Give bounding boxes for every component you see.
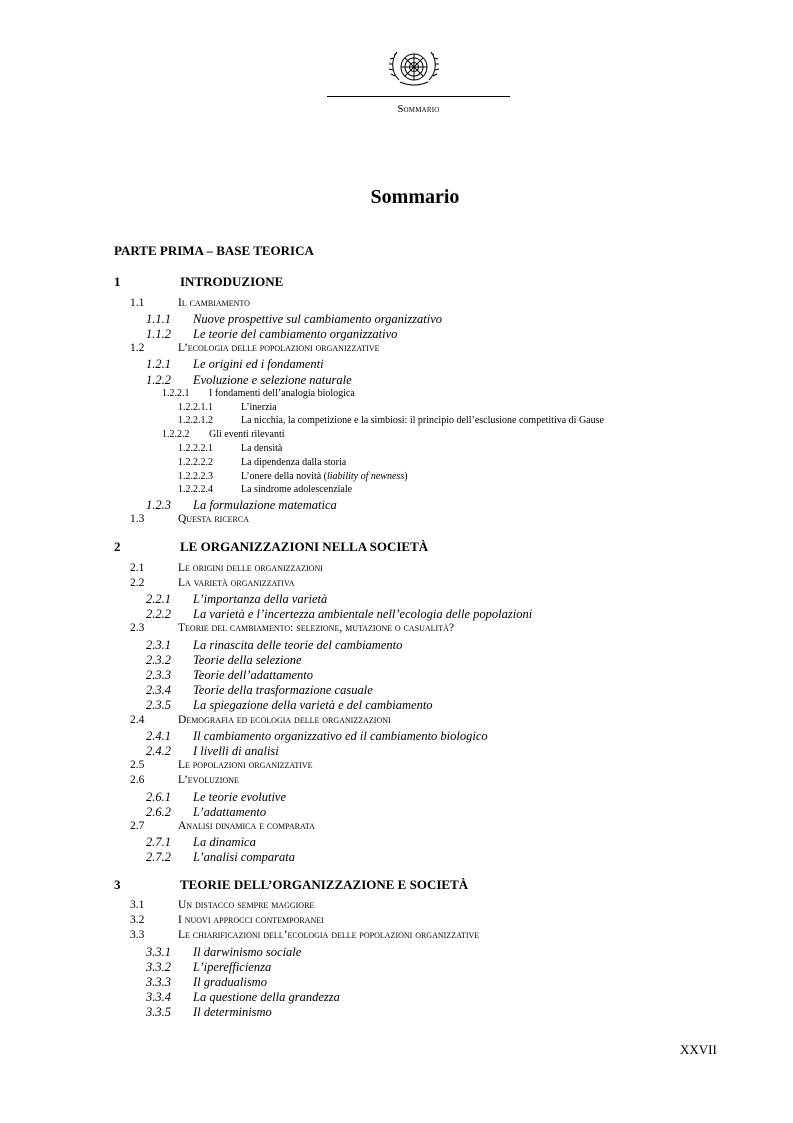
toc-entry-number: 2.2 [130, 576, 145, 589]
toc-entry-number: 2.3.2 [146, 652, 171, 667]
toc-entry-number: 3.3.2 [146, 959, 171, 974]
toc-entry-number: 3.3 [130, 929, 145, 942]
toc-entry-text: L’analisi comparata [193, 850, 295, 865]
toc-entry-title [178, 775, 239, 787]
toc-entry-title [241, 403, 277, 413]
toc-entry-text: Un distacco sempre maggiore [178, 899, 315, 911]
toc-entry-number: 1.2.2.1.2 [178, 415, 213, 427]
toc-entry-number: 3.2 [130, 914, 145, 927]
part-heading: PARTE PRIMA – BASE TEORICA [114, 243, 314, 258]
toc-entry-number: 1.2.3 [146, 498, 171, 513]
toc-entry-text: La formulazione matematica [193, 498, 337, 513]
toc-entry-number: 1.2 [130, 342, 145, 355]
chapter-number: 3 [114, 877, 121, 892]
toc-entry-text: Le teorie del cambiamento organizzativo [193, 326, 398, 341]
toc-entry-title [193, 836, 256, 849]
toc-entry-title [193, 593, 327, 606]
toc-entry-title [193, 791, 286, 804]
toc-entry-text: Analisi dinamica e comparata [178, 819, 315, 832]
toc-entry-emphasis: liability of newness [327, 470, 405, 482]
toc-entry-number: 2.3.5 [146, 698, 171, 713]
toc-entry-title [178, 514, 249, 526]
chapter-number: 2 [114, 539, 121, 554]
toc-entry-text: Demografia ed ecologia delle organizzazioni [178, 713, 391, 726]
toc-entry-number: 2.6 [130, 774, 145, 787]
chapter-title: LE ORGANIZZAZIONI NELLA SOCIETÀ [180, 539, 429, 554]
toc-entry-text: L’importanza della varietà [193, 591, 328, 606]
toc-entry-number: 2.6.1 [146, 789, 171, 804]
toc-entry-number: 3.3.1 [146, 944, 171, 959]
toc-entry-text: L’onere della novità ( [241, 470, 327, 482]
toc-entry-title [193, 699, 433, 712]
toc-entry-number: 1.1.2 [146, 326, 171, 341]
toc-entry-title [178, 578, 294, 590]
toc-entry-text: Nuove prospettive sul cambiamento organizzativo [193, 311, 443, 326]
toc-entry-text: Il darwinismo sociale [193, 944, 302, 959]
toc-entry-number: 2.2.2 [146, 607, 171, 622]
page-title: Sommario [370, 186, 460, 208]
toc-entry-text: Le chiarificazioni dell’ecologia delle popolazioni organizzative [178, 929, 480, 942]
toc-entry-title [193, 1006, 272, 1019]
toc-entry-title [178, 715, 391, 727]
toc-entry-number: 2.3.4 [146, 683, 171, 698]
toc-entry-text: La varietà e l’incertezza ambientale nell’ecologia delle popolazioni [193, 607, 533, 622]
toc-entry-number: 3.3.5 [146, 1005, 171, 1020]
toc-entry-text: Il gradualismo [193, 975, 267, 989]
toc-entry-number: 2.4.1 [146, 728, 171, 743]
toc-entry-title [209, 430, 285, 440]
toc-entry-title [178, 298, 250, 310]
toc-entry-number: 1.2.2.1 [162, 387, 190, 399]
toc-entry-number: 2.4.2 [146, 743, 171, 758]
header-rule [327, 96, 510, 97]
toc-entry-number: 2.4 [130, 713, 145, 726]
toc-entry-number: 2.7.2 [146, 850, 171, 865]
toc-entry-title [178, 343, 380, 355]
toc-entry-text: Le popolazioni organizzative [178, 759, 313, 772]
toc-entry-number: 1.2.2.2.3 [178, 470, 213, 482]
toc-entry-number: 1.2.2.2.4 [178, 484, 213, 496]
toc-entry-title [193, 654, 302, 667]
toc-entry-number: 2.6.2 [146, 804, 171, 819]
toc-entry-number: 2.5 [130, 759, 145, 772]
toc-entry-text: La nicchia, la competizione e la simbiosi: il principio dell’esclusione competitiva di Gause [241, 415, 604, 427]
toc-entry-number: 1.1.1 [146, 311, 171, 326]
toc-entry-text: I fondamenti dell’analogia biologica [209, 387, 355, 399]
toc-entry-number: 1.2.2.1.1 [178, 401, 213, 413]
toc-entry-text: L’evoluzione [178, 774, 239, 787]
toc-entry-number: 1.2.2.2.2 [178, 456, 213, 468]
toc-entry-text: La varietà organizzativa [178, 576, 295, 589]
toc-entry-text: L’adattamento [193, 804, 267, 819]
toc-entry-number: 2.7 [130, 819, 145, 832]
toc-entry-text: Gli eventi rilevanti [209, 429, 285, 441]
toc-entry-text: Il determinismo [193, 1005, 272, 1020]
toc-entry-title [193, 639, 402, 652]
toc-entry-text: I livelli di analisi [193, 743, 279, 758]
toc-entry-number: 3.3.3 [146, 975, 171, 989]
toc-entry-text: I nuovi approcci contemporanei [178, 914, 324, 927]
toc-entry-text: L’iperefficienza [193, 959, 272, 974]
toc-entry-text: Le origini delle organizzazioni [178, 561, 323, 574]
toc-entry-title [193, 976, 267, 989]
toc-entry-number: 1.2.2.2 [162, 429, 190, 441]
toc-entry-text: La sindrome adolescenziale [241, 484, 353, 496]
running-header: Sommario [397, 104, 440, 115]
toc-entry-title [178, 915, 324, 927]
toc-entry-number: 1.2.1 [146, 357, 171, 372]
toc-entry-title [193, 851, 295, 864]
toc-entry-number: 2.3.1 [146, 637, 171, 652]
toc-entry-text: Le origini ed i fondamenti [193, 357, 324, 372]
toc-entry-title [209, 389, 355, 399]
toc-entry-number: 2.2.1 [146, 591, 171, 606]
toc-entry-number: 2.1 [130, 561, 145, 574]
chapter-number: 1 [114, 274, 121, 289]
toc-entry-title [178, 930, 479, 942]
toc-entry-text: Teorie della selezione [193, 652, 302, 667]
toc-entry-title [178, 760, 313, 772]
toc-entry-title [241, 444, 282, 454]
toc-entry-text: Teorie dell’adattamento [193, 667, 314, 682]
toc-entry-title [241, 416, 604, 426]
toc-entry-title [193, 991, 340, 1004]
toc-entry-title [193, 684, 373, 697]
toc-entry-title [178, 623, 454, 635]
toc-entry-title [178, 821, 315, 833]
toc-entry-title [178, 900, 314, 912]
toc-entry-text: La dipendenza dalla storia [241, 456, 347, 468]
toc-entry-number: 1.3 [130, 513, 145, 526]
toc-entry-title [193, 946, 301, 959]
toc-entry-title [193, 669, 313, 682]
toc-entry-title [193, 961, 271, 974]
toc-entry-number: 2.3.3 [146, 667, 171, 682]
toc-entry-text: L’ecologia delle popolazioni organizzative [178, 342, 380, 355]
toc-entry-suffix: ) [404, 470, 408, 482]
toc-entry-title [193, 374, 352, 387]
toc-entry-number: 3.3.4 [146, 990, 171, 1005]
toc-entry-text: Teorie della trasformazione casuale [193, 683, 373, 698]
toc-entry-title [178, 563, 323, 575]
toc-entry-text: La spiegazione della varietà e del cambiamento [193, 698, 433, 713]
toc-entry-text: Il cambiamento [178, 296, 250, 309]
toc-entry-title [193, 313, 442, 326]
toc-entry-number: 2.3 [130, 622, 145, 635]
toc-entry-number: 1.2.2 [146, 372, 171, 387]
toc-entry-title [241, 485, 352, 495]
toc-entry-number: 1.1 [130, 296, 145, 309]
toc-entry-title [193, 608, 532, 621]
toc-entry-title [193, 328, 397, 341]
toc-entry-title [193, 499, 337, 512]
toc-entry-title [241, 458, 346, 468]
toc-entry-title [193, 358, 324, 371]
toc-entry-title [193, 745, 279, 758]
toc-entry-text: La rinascita delle teorie del cambiamento [193, 637, 403, 652]
toc-entry-number: 1.2.2.2.1 [178, 442, 213, 454]
toc-entry-text: Le teorie evolutive [193, 789, 287, 804]
chapter-title: INTRODUZIONE [180, 274, 284, 289]
toc-entry-text: La questione della grandezza [193, 990, 340, 1005]
toc-entry-text: Evoluzione e selezione naturale [193, 372, 352, 387]
toc-entry-number: 2.7.1 [146, 835, 171, 850]
toc-entry-text: La densità [241, 442, 283, 454]
toc-entry-text: Questa ricerca [178, 513, 249, 526]
toc-entry-text: L’inerzia [241, 401, 277, 413]
chapter-title: TEORIE DELL’ORGANIZZAZIONE E SOCIETÀ [180, 877, 469, 892]
toc-entry-title [193, 806, 266, 819]
page-number: XXVII [680, 1042, 717, 1057]
toc-entry-text: La dinamica [193, 835, 256, 850]
toc-entry-text: Il cambiamento organizzativo ed il cambiamento biologico [193, 728, 488, 743]
toc-entry-title [193, 730, 488, 743]
toc-entry-text: Teorie del cambiamento: selezione, mutazione o casualità? [178, 622, 454, 635]
toc-entry-title [241, 472, 408, 482]
un-emblem-icon [386, 46, 442, 92]
toc-entry-number: 3.1 [130, 899, 145, 911]
